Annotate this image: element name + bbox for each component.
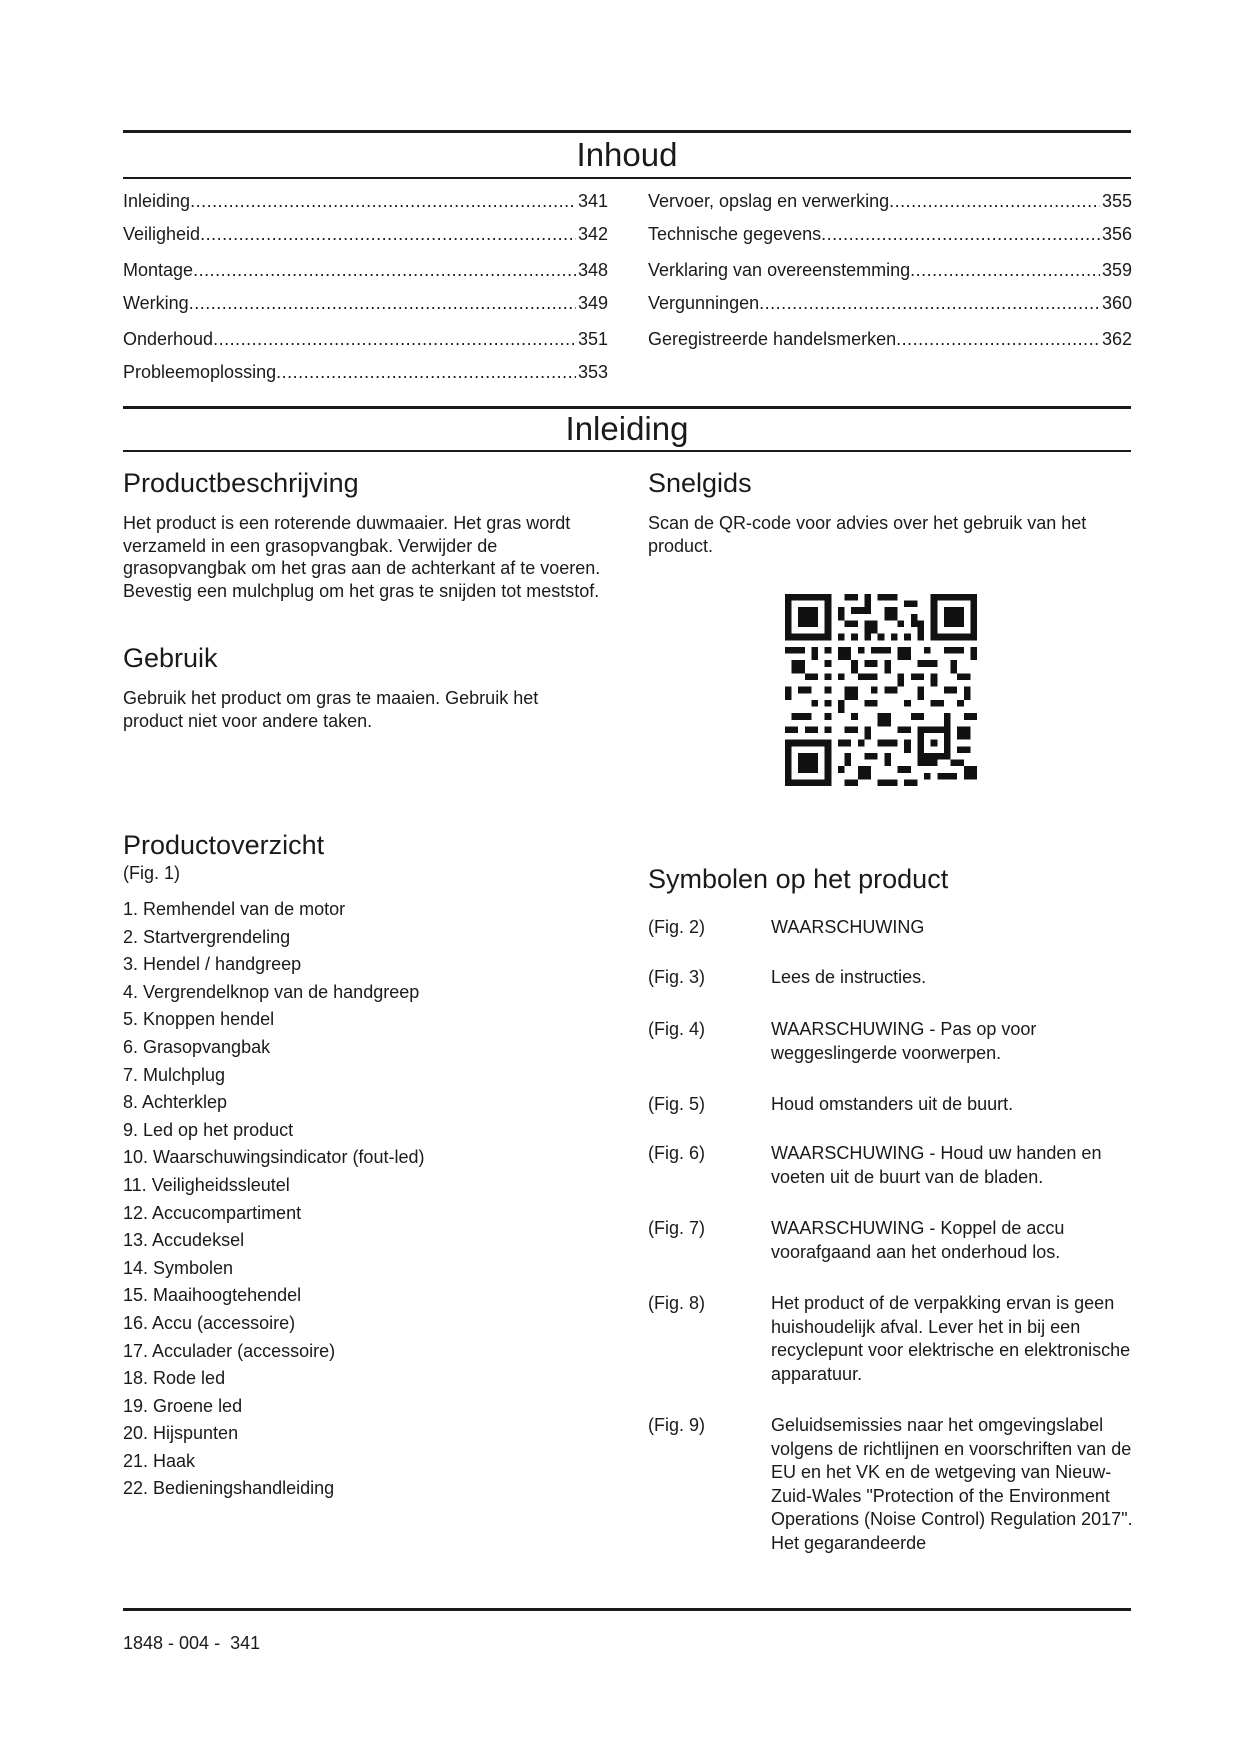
list-item: 4. Vergrendelknop van de handgreep (123, 981, 420, 1002)
list-item: 19. Groene led (123, 1395, 243, 1416)
toc-item[interactable]: Probleemoplossing ..... 353 (123, 361, 608, 383)
symbol-fig-ref: (Fig. 8) (648, 1293, 706, 1313)
snelgids-heading: Snelgids (648, 468, 752, 498)
list-item: 16. Accu (accessoire) (123, 1312, 296, 1333)
list-item: 10. Waarschuwingsindicator (fout-led) (123, 1147, 425, 1168)
symbol-fig-ref: (Fig. 6) (648, 1143, 706, 1163)
toc-item[interactable]: Onderhoud ..... 351 (123, 328, 608, 350)
symbol-fig-ref: (Fig. 2) (648, 917, 706, 937)
inhoud-title-underline (123, 177, 1131, 179)
list-item: 9. Led op het product (123, 1119, 294, 1140)
productoverzicht-heading: Productoverzicht (123, 830, 325, 860)
qr-code-image[interactable] (785, 594, 977, 786)
symbol-fig-ref: (Fig. 3) (648, 967, 706, 987)
list-item: 22. Bedieningshandleiding (123, 1478, 335, 1499)
symbol-description: Geluidsemissies naar het omgevingslabel volgens de richtlijnen en voorschriften van de EU en het VK en de wetgeving van Nieuw-Zuid-Wales "Protection of the Environment Operations (Noise Control) Regulation 2017". Het gegarandeerde (771, 1415, 1133, 1553)
toc-item[interactable]: Geregistreerde handelsmerken ..... 362 (648, 328, 1132, 350)
productoverzicht-fig: (Fig. 1) (123, 863, 181, 883)
footer-rule (123, 1608, 1131, 1611)
list-item: 11. Veiligheidssleutel (123, 1174, 290, 1195)
toc-item[interactable]: Veiligheid ..... 342 (123, 223, 608, 245)
list-item: 13. Accudeksel (123, 1230, 245, 1251)
symbol-description: Lees de instructies. (771, 967, 927, 987)
list-item: 2. Startvergrendeling (123, 926, 291, 947)
productbeschrijving-text: Het product is een roterende duwmaaier. Het gras wordt verzameld in een grasopvangbak. Verwijder de grasopvangbak om het gras aan de achterkant af te voeren. Bevestig een mulchplug om het gras te snijden tot meststof. (123, 513, 601, 601)
toc-item[interactable]: Inleiding ..... 341 (123, 190, 608, 212)
list-item: 7. Mulchplug (123, 1064, 226, 1085)
gebruik-text: Gebruik het product om gras te maaien. Gebruik het product niet voor andere taken. (123, 688, 539, 731)
list-item: 18. Rode led (123, 1368, 226, 1389)
list-item: 15. Maaihoogtehendel (123, 1285, 302, 1306)
gebruik-heading: Gebruik (123, 643, 218, 673)
symbol-description: WAARSCHUWING - Houd uw handen en voeten uit de buurt van de bladen. (771, 1143, 1102, 1187)
toc-item[interactable]: Verklaring van overeenstemming ..... 359 (648, 259, 1132, 281)
list-item: 17. Acculader (accessoire) (123, 1340, 336, 1361)
symbolen-heading: Symbolen op het product (648, 864, 949, 894)
symbol-description: WAARSCHUWING - Koppel de accu voorafgaand aan het onderhoud los. (771, 1218, 1065, 1262)
symbol-fig-ref: (Fig. 7) (648, 1218, 706, 1238)
list-item: 14. Symbolen (123, 1257, 234, 1278)
snelgids-text: Scan de QR-code voor advies over het gebruik van het product. (648, 513, 1087, 556)
productbeschrijving-heading: Productbeschrijving (123, 468, 359, 498)
toc-item[interactable]: Technische gegevens ..... 356 (648, 223, 1132, 245)
list-item: 12. Accucompartiment (123, 1202, 302, 1223)
symbol-description: Het product of de verpakking ervan is geen huishoudelijk afval. Lever het in bij een recyclepunt voor elektrische en elektronische apparatuur. (771, 1293, 1131, 1384)
list-item: 21. Haak (123, 1450, 196, 1471)
symbol-fig-ref: (Fig. 9) (648, 1415, 706, 1435)
symbol-fig-ref: (Fig. 5) (648, 1094, 706, 1114)
inleiding-title: Inleiding (565, 410, 689, 447)
inleiding-title-underline (123, 450, 1131, 452)
symbol-fig-ref: (Fig. 4) (648, 1019, 706, 1039)
productoverzicht-list (123, 898, 424, 1505)
list-item: 5. Knoppen hendel (123, 1009, 275, 1030)
toc-item[interactable]: Montage ..... 348 (123, 259, 608, 281)
symbol-description: WAARSCHUWING - Pas op voor weggeslingerde voorwerpen. (771, 1019, 1037, 1063)
inhoud-title: Inhoud (576, 136, 678, 173)
symbol-description: Houd omstanders uit de buurt. (771, 1094, 1014, 1114)
list-item: 1. Remhendel van de motor (123, 899, 346, 919)
page-footer: 1848 - 004 - 341 (123, 1633, 261, 1653)
list-item: 3. Hendel / handgreep (123, 954, 302, 975)
top-rule (123, 130, 1131, 133)
toc-item[interactable]: Werking ..... 349 (123, 292, 608, 314)
list-item: 6. Grasopvangbak (123, 1036, 271, 1057)
symbol-description: WAARSCHUWING (771, 917, 925, 937)
list-item: 8. Achterklep (123, 1092, 228, 1113)
toc-item[interactable]: Vergunningen ..... 360 (648, 292, 1132, 314)
list-item: 20. Hijspunten (123, 1423, 239, 1444)
inleiding-rule (123, 406, 1131, 409)
toc-item[interactable]: Vervoer, opslag en verwerking ..... 355 (648, 190, 1132, 212)
